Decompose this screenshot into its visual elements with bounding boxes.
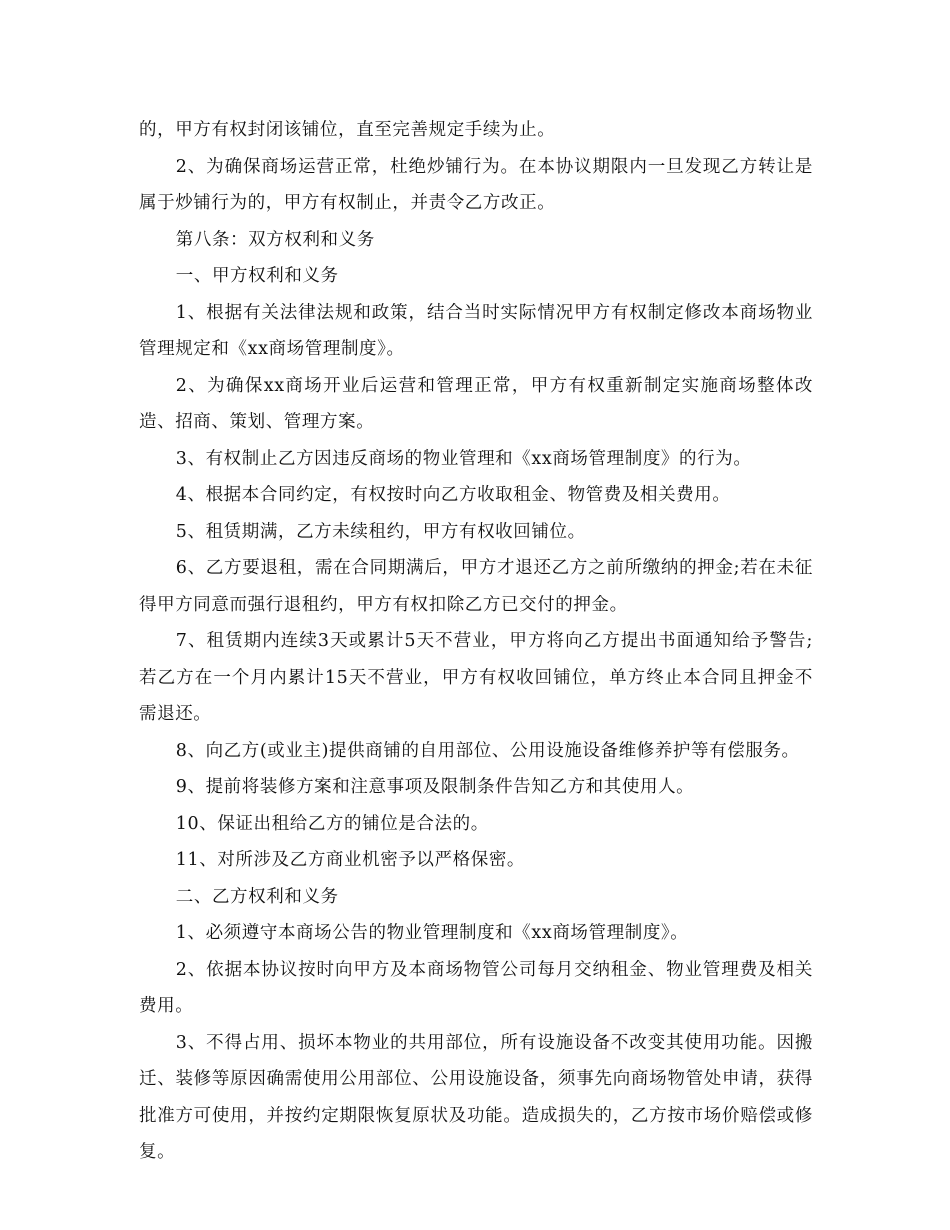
party-a-item-9: 9、提前将装修方案和注意事项及限制条件告知乙方和其使用人。 [175, 777, 695, 797]
article-8-heading: 第八条：双方权利和义务 [175, 229, 375, 250]
party-a-item-6: 6、乙方要退租，需在合同期满后，甲方才退还乙方之前所缴纳的押金;若在未征得甲方同意而强行退租约，甲方有权扣除乙方已交付的押金。 [139, 558, 813, 615]
party-a-item-7: 7、租赁期内连续3天或累计5天不营业，甲方将向乙方提出书面通知给予警告;若乙方在一个月内累计15天不营业，甲方有权收回铺位，单方终止本合同且押金不需退还。 [139, 631, 813, 724]
party-b-item-2: 2、依据本协议按时向甲方及本商场物管公司每月交纳租金、物业管理费及相关费用。 [139, 959, 813, 1016]
party-a-item-4: 4、根据本合同约定，有权按时向乙方收取租金、物管费及相关费用。 [175, 485, 731, 505]
party-a-item-8: 8、向乙方(或业主)提供商铺的自用部位、公用设施设备维修养护等有偿服务。 [175, 740, 800, 761]
party-a-item-3: 3、有权制止乙方因违反商场的物业管理和《xx商场管理制度》的行为。 [175, 448, 752, 469]
party-a-item-11: 11、对所涉及乙方商业机密予以严格保密。 [175, 850, 526, 870]
paragraph-2: 2、为确保商场运营正常，杜绝炒铺行为。在本协议期限内一旦发现乙方转让是属于炒铺行为的，甲方有权制止，并责令乙方改正。 [139, 156, 813, 213]
party-a-item-10: 10、保证出租给乙方的铺位是合法的。 [175, 813, 489, 834]
party-b-item-3: 3、不得占用、损坏本物业的共用部位，所有设施设备不改变其使用功能。因搬迁、装修等原因确需使用公用部位、公用设施设备，须事先向商场物管处申请，获得批准方可使用，并按约定期限恢复原状及功能。造成损失的，乙方按市场价赔偿或修复。 [139, 1032, 813, 1162]
party-a-item-5: 5、租赁期满，乙方未续租约，甲方有权收回铺位。 [175, 521, 586, 542]
section-party-a-heading: 一、甲方权利和义务 [175, 266, 339, 286]
party-a-item-2: 2、为确保xx商场开业后运营和管理正常，甲方有权重新制定实施商场整体改造、招商、策划、管理方案。 [139, 375, 813, 432]
party-b-item-1: 1、必须遵守本商场公告的物业管理制度和《xx商场管理制度》。 [175, 923, 689, 943]
paragraph-1: 的，甲方有权封闭该铺位，直至完善规定手续为止。 [139, 120, 556, 140]
party-a-item-1: 1、根据有关法律法规和政策，结合当时实际情况甲方有权制定修改本商场物业管理规定和《xx商场管理制度》。 [139, 302, 813, 359]
section-party-b-heading: 二、乙方权利和义务 [175, 886, 339, 907]
document-body [139, 112, 813, 1171]
